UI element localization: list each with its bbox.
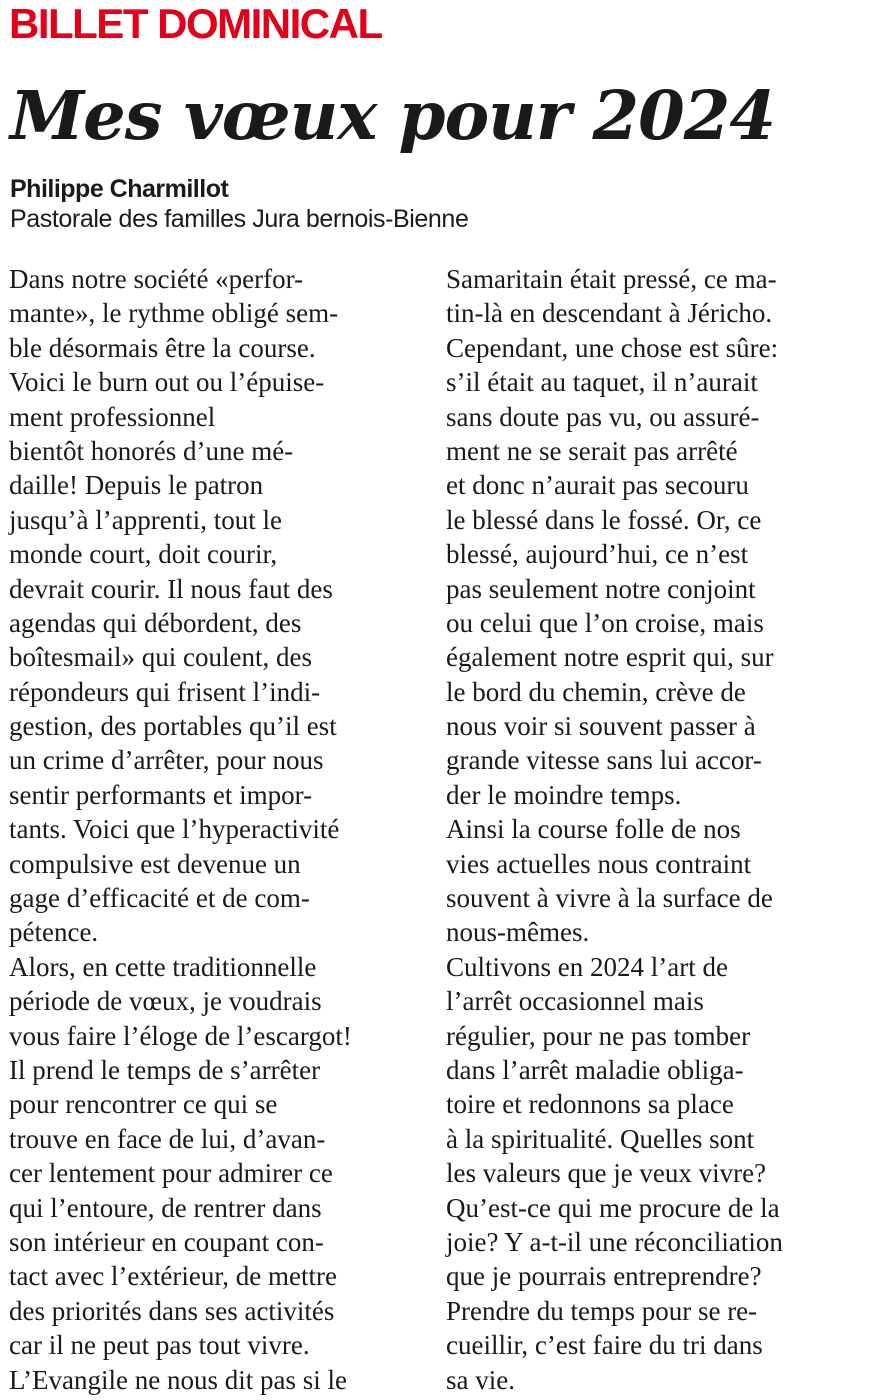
body-text-line: les valeurs que je veux vivre? [446,1158,767,1189]
body-text-line: monde court, doit courir, [9,539,278,570]
body-text-line: vies actuelles nous contraint [446,848,752,879]
body-text-line: Alors, en cette traditionnelle [9,951,317,982]
body-text-line: agendas qui débordent, des [9,607,302,638]
body-text-line: nous-mêmes. [446,917,590,948]
body-text-line: bientôt honorés d’une mé- [9,435,294,466]
body-text-line: pour rencontrer ce qui se [9,1089,278,1120]
body-text-line: qui l’entoure, de rentrer dans [9,1192,322,1223]
body-text-line: dans l’arrêt maladie obliga- [446,1054,744,1085]
body-text-line: Prendre du temps pour se re- [446,1295,758,1326]
author-name: Philippe Charmillot [10,175,229,203]
body-text-line: le blessé dans le fossé. Or, ce [446,504,762,535]
body-text-line: son intérieur en coupant con- [9,1226,324,1257]
section-kicker: BILLET DOMINICAL [9,0,382,47]
body-text-line: s’il était au taquet, il n’aurait [446,367,758,398]
body-text-line: devrait courir. Il nous faut des [9,573,333,604]
body-text-line: L’Evangile ne nous dit pas si le [9,1364,347,1395]
body-text-line: toire et redonnons sa place [446,1089,734,1120]
text-column-right [446,262,866,1397]
body-text-line: ble désormais être la course. [9,332,316,363]
body-text-line: tin-là en descendant à Jéricho. [446,298,773,329]
article-title: Mes vœux pour 2024 [10,76,775,155]
body-text-line: boîtesmail» qui coulent, des [9,642,312,673]
body-text-line: Cultivons en 2024 l’art de [446,951,728,982]
body-text-line: car il ne peut pas tout vivre. [9,1330,310,1361]
body-text-line: Voici le burn out ou l’épuise- [9,367,325,398]
author-affiliation: Pastorale des familles Jura bernois-Bienne [10,205,469,233]
body-text-line: également notre esprit qui, sur [446,642,774,673]
body-text-line: cueillir, c’est faire du tri dans [446,1330,763,1361]
body-text-line: et donc n’aurait pas secouru [446,470,749,501]
body-text-line: daille! Depuis le patron [9,470,264,501]
body-text-line: Cependant, une chose est sûre: [446,332,779,363]
body-text-line: répondeurs qui frisent l’indi- [9,676,321,707]
body-text-line: der le moindre temps. [446,779,682,810]
body-text-line: ment ne se serait pas arrêté [446,435,738,466]
body-text-line: grande vitesse sans lui accor- [446,745,762,776]
body-text-line: vous faire l’éloge de l’escargot! [9,1020,352,1051]
body-text-line: mante», le rythme obligé sem- [9,298,339,329]
body-text-line: jusqu’à l’apprenti, tout le [9,504,282,535]
body-text-line: que je pourrais entreprendre? [446,1261,762,1292]
body-text-line: pas seulement notre conjoint [446,573,756,604]
body-text-line: compulsive est devenue un [9,848,301,879]
body-text-line: gage d’efficacité et de com- [9,883,310,914]
body-text-line: sans doute pas vu, ou assuré- [446,401,760,432]
body-text-line: tants. Voici que l’hyperactivité [9,814,340,845]
text-column-left [9,262,419,1397]
body-text-line: le bord du chemin, crève de [446,676,746,707]
body-text-line: régulier, pour ne pas tomber [446,1020,751,1051]
body-text-line: Ainsi la course folle de nos [446,814,741,845]
body-text-line: Dans notre société «perfor- [9,264,304,294]
body-text-line: un crime d’arrêter, pour nous [9,745,324,776]
body-text-line: cer lentement pour admirer ce [9,1158,333,1189]
body-text-line: période de vœux, je voudrais [9,986,322,1017]
body-text-line: gestion, des portables qu’il est [9,711,337,742]
body-text-line: à la spiritualité. Quelles sont [446,1123,755,1154]
body-text-line: Qu’est-ce qui me procure de la [446,1192,780,1223]
body-text-line: ou celui que l’on croise, mais [446,607,764,638]
body-text-line: des priorités dans ses activités [9,1295,335,1326]
body-text-line: ment professionnel [9,401,216,432]
body-text-line: joie? Y a-t-il une réconciliation [446,1226,783,1257]
body-text-line: souvent à vivre à la surface de [446,883,773,914]
body-text-line: tact avec l’extérieur, de mettre [9,1261,337,1292]
body-text-line: blessé, aujourd’hui, ce n’est [446,539,749,570]
body-text-line: Samaritain était pressé, ce ma- [446,264,777,294]
body-text-line: nous voir si souvent passer à [446,711,756,742]
body-text-line: sa vie. [446,1364,515,1395]
body-text-line: trouve en face de lui, d’avan- [9,1123,326,1154]
body-text-line: pétence. [9,917,99,948]
body-text-line: Il prend le temps de s’arrêter [9,1054,321,1085]
body-text-line: sentir performants et impor- [9,779,313,810]
body-text-line: l’arrêt occasionnel mais [446,986,704,1017]
